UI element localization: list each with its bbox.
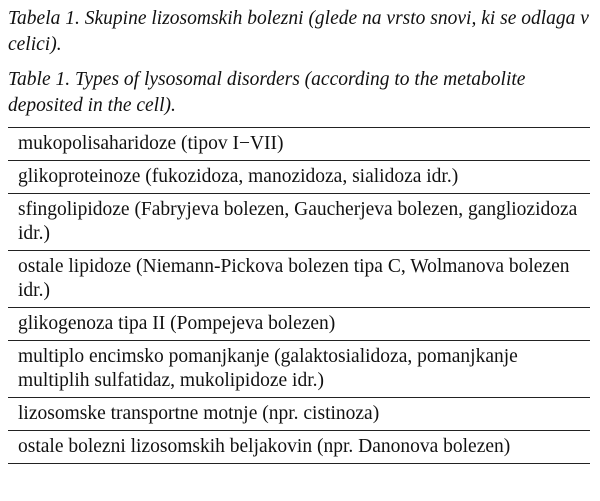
table-cell: glikoproteinoze (fukozidoza, manozidoza, sialidoza idr.): [8, 161, 590, 194]
table-cell: mukopolisaharidoze (tipov I−VII): [8, 128, 590, 161]
table-caption-english: Table 1. Types of lysosomal disorders (according to the metabolite deposited in the cell).: [8, 69, 526, 116]
lysosomal-disorders-table: [8, 127, 590, 464]
table-row: [8, 128, 590, 161]
table-cell: glikogenoza tipa II (Pompejeva bolezen): [8, 308, 590, 341]
table-cell: ostale bolezni lizosomskih beljakovin (npr. Danonova bolezen): [8, 431, 590, 464]
table-row: [8, 398, 590, 431]
table-row: [8, 251, 590, 308]
table-row: [8, 431, 590, 464]
table-caption-slovenian: Tabela 1. Skupine lizosomskih bolezni (glede na vrsto snovi, ki se odlaga v celici).: [8, 8, 589, 55]
table-cell: sfingolipidoze (Fabryjeva bolezen, Gaucherjeva bolezen, gangliozidoza idr.): [8, 194, 590, 251]
table-cell: ostale lipidoze (Niemann-Pickova bolezen tipa C, Wolmanova bolezen idr.): [8, 251, 590, 308]
table-row: [8, 308, 590, 341]
table-cell: multiplo encimsko pomanjkanje (galaktosialidoza, pomanjkanje multiplih sulfatidaz, mukolipidoze idr.): [8, 341, 590, 398]
table-row: [8, 194, 590, 251]
table-cell: lizosomske transportne motnje (npr. cistinoza): [8, 398, 590, 431]
table-row: [8, 341, 590, 398]
table-row: [8, 161, 590, 194]
